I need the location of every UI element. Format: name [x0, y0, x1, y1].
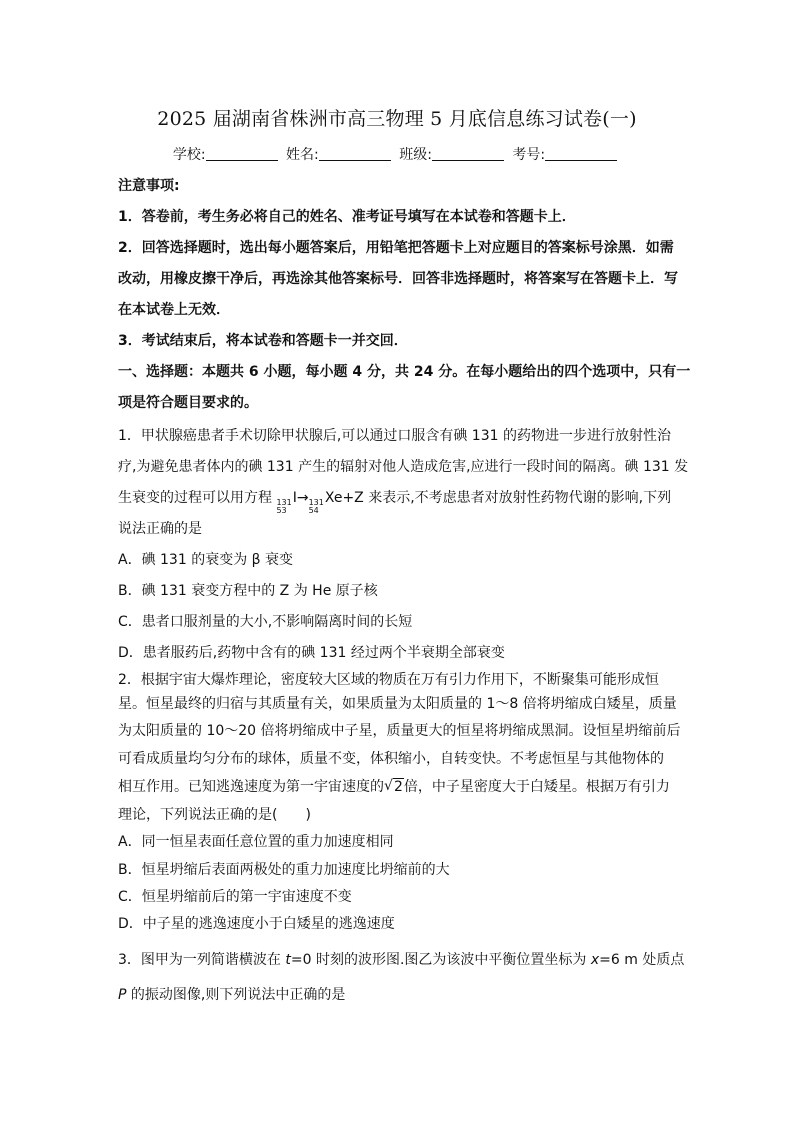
q2-stem-line-6: 理论，下列说法正确的是( ) — [118, 807, 311, 823]
time-variable: t — [285, 952, 291, 968]
student-info-row — [0, 144, 794, 164]
q1-stem-line-1: 1．甲状腺癌患者手术切除甲状腺后,可以通过口服含有碘 131 的药物进一步进行放射性治 — [118, 428, 671, 444]
q1-stem-line-3 — [118, 488, 678, 515]
sqrt-expression — [384, 777, 404, 797]
school-label: 学校: — [172, 147, 206, 163]
q1-option-c: C．患者口服剂量的大小,不影响隔离时间的长短 — [118, 614, 413, 630]
note-item-2-line-3: 在本试卷上无效． — [118, 302, 230, 318]
q3-stem-line-2-end: 的振动图像,则下列说法中正确的是 — [126, 987, 346, 1003]
q2-stem-line-4: 可看成质量均匀分布的球体，质量不变，体积缩小，自转变快。不考虑恒星与其他物体的 — [118, 751, 664, 767]
q2-option-c: C．恒星坍缩前后的第一宇宙速度不变 — [118, 889, 352, 905]
note-item-2-line-2: 改动，用橡皮擦干净后，再选涂其他答案标号．回答非选择题时，将答案写在答题卡上．写 — [118, 271, 678, 287]
iodine-nuclide-numbers — [276, 499, 291, 515]
q1-stem-line-4: 说法正确的是 — [118, 521, 202, 537]
q1-stem-line-3-start: 生衰变的过程可以用方程 — [118, 490, 277, 506]
class-label: 班级: — [399, 147, 432, 163]
q1-option-d: D．患者服药后,药物中含有的碘 131 经过两个半衰期全部衰变 — [118, 645, 505, 661]
exam-number-label: 考号: — [512, 147, 546, 163]
q2-stem-line-2: 星。恒星最终的归宿与其质量有关，如果质量为太阳质量的 1～8 倍将坍缩成白矮星，质量 — [118, 696, 677, 712]
q1-option-b: B．碘 131 衰变方程中的 Z 为 He 原子核 — [118, 583, 378, 599]
q1-option-a: A．碘 131 的衰变为 β 衰变 — [118, 552, 294, 568]
q2-stem-line-3: 为太阳质量的 10～20 倍将坍缩成中子星，质量更大的恒星将坍缩成黑洞。设恒星坍缩前后 — [118, 723, 681, 739]
page-title: 2025 届湖南省株洲市高三物理 5 月底信息练习试卷(一) — [157, 108, 637, 130]
section-1-heading-line-1: 一、选择题：本题共 6 小题，每小题 4 分，共 24 分。在每小题给出的四个选项中，只有一 — [118, 364, 691, 380]
note-item-3: 3．考试结束后，将本试卷和答题卡一并交回． — [118, 333, 408, 349]
q2-stem-line-1: 2．根据宇宙大爆炸理论，密度较大区域的物质在万有引力作用下，不断聚集可能形成恒 — [118, 672, 659, 688]
q2-option-a: A．同一恒星表面任意位置的重力加速度相同 — [118, 834, 394, 850]
section-1-heading-line-2: 项是符合题目要求的。 — [118, 395, 258, 411]
note-item-1: 1．答卷前，考生务必将自己的姓名、准考证号填写在本试卷和答题卡上． — [118, 209, 576, 225]
exam-number-field[interactable] — [545, 146, 617, 161]
q3-stem-line-1 — [118, 950, 685, 970]
q3-stem-line-2 — [118, 985, 678, 1005]
note-item-2-line-1: 2．回答选择题时，选出每小题答案后，用铅笔把答题卡上对应题目的答案标号涂黑．如需 — [118, 240, 674, 256]
q3-stem-line-1-end: =6 m 处质点 — [599, 952, 685, 968]
xenon-mass-number: 131 — [308, 498, 324, 507]
iodine-mass-number: 131 — [276, 498, 292, 507]
xenon-atomic-number: 54 — [308, 506, 319, 515]
q3-stem-line-1-mid: =0 时刻的波形图.图乙为该波中平衡位置坐标为 — [290, 952, 591, 968]
q3-stem-line-1-start: 3．图甲为一列简谐横波在 — [118, 952, 286, 968]
q2-stem-line-5 — [118, 777, 678, 797]
name-label: 姓名: — [286, 147, 319, 163]
iodine-atomic-number: 53 — [276, 506, 287, 515]
class-field[interactable] — [432, 146, 504, 161]
particle-variable: P — [118, 987, 127, 1003]
xenon-nuclide-numbers — [309, 499, 324, 515]
xenon-symbol: Xe+Z — [324, 490, 364, 506]
q2-stem-line-5-end: 倍，中子星密度大于白矮星。根据万有引力 — [403, 779, 670, 795]
sqrt-argument: 2 — [394, 779, 403, 795]
q2-option-b: B．恒星坍缩后表面两极处的重力加速度比坍缩前的大 — [118, 862, 450, 878]
q2-option-d: D．中子星的逃逸速度小于白矮星的逃逸速度 — [118, 916, 395, 932]
q1-stem-line-3-end: 来表示,不考虑患者对放射性药物代谢的影响,下列 — [363, 490, 672, 506]
position-variable: x — [590, 952, 600, 968]
iodine-symbol: I→ — [292, 490, 309, 506]
radical-sign-icon: √ — [384, 778, 393, 794]
school-field[interactable] — [206, 146, 278, 161]
q2-stem-line-5-start: 相互作用。已知逃逸速度为第一宇宙速度的 — [118, 779, 384, 795]
name-field[interactable] — [319, 146, 391, 161]
q1-stem-line-2: 疗,为避免患者体内的碘 131 产生的辐射对他人造成危害,应进行一段时间的隔离。碘 131 发 — [118, 459, 689, 475]
notes-heading: 注意事项: — [118, 178, 180, 194]
